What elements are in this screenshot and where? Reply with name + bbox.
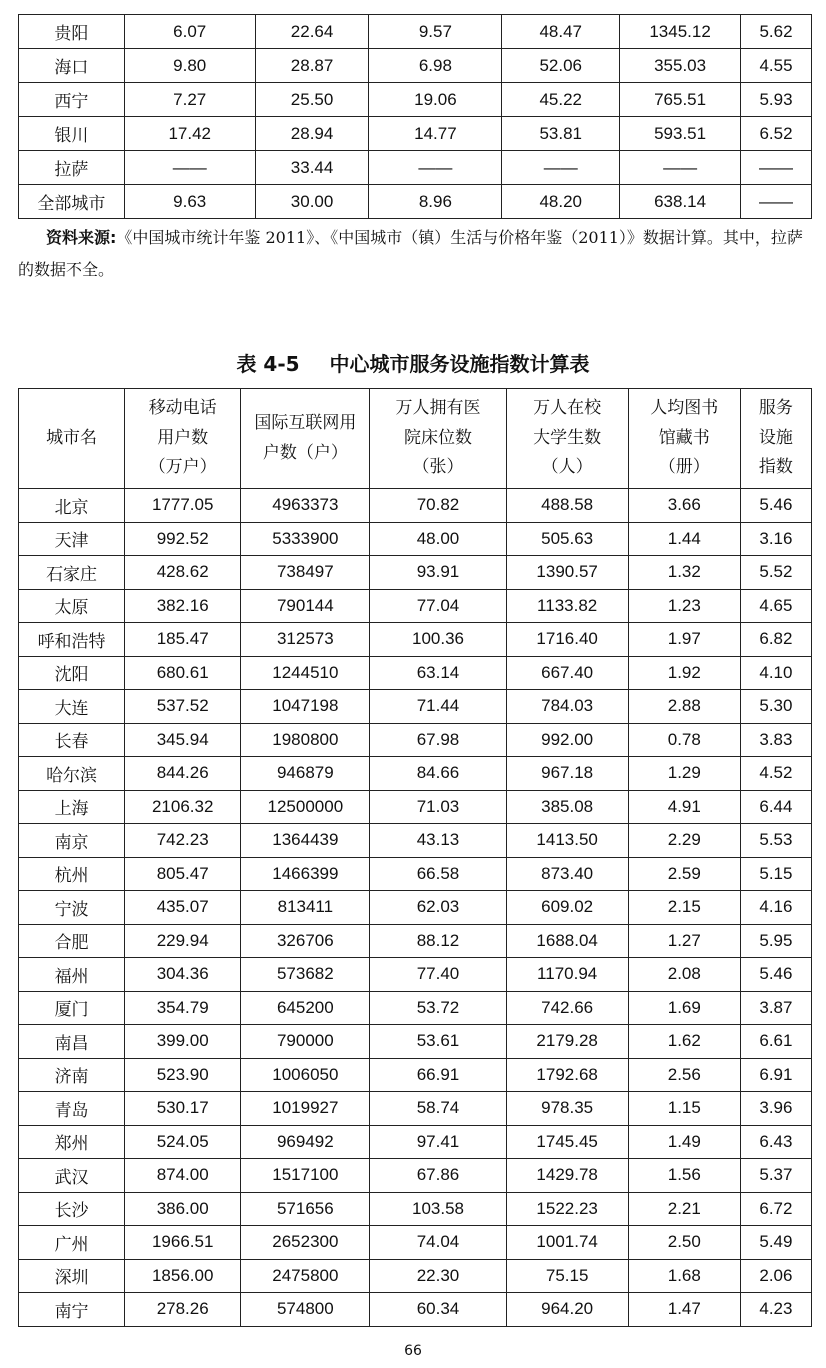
value-cell: 765.51 [620,83,741,117]
table-row [19,757,812,791]
city-name-cell: 合肥 [19,924,125,958]
value-cell: 5.93 [741,83,812,117]
value-cell: 873.40 [506,857,628,891]
value-cell: 813411 [241,891,370,925]
value-cell: 523.90 [125,1058,241,1092]
table-row [19,891,812,925]
value-cell: 574800 [241,1293,370,1327]
table-number: 表 4-5 [236,352,300,376]
city-name-cell: 郑州 [19,1125,125,1159]
value-cell: 103.58 [370,1192,506,1226]
city-name-cell: 沈阳 [19,656,125,690]
value-cell: 1.97 [628,623,740,657]
value-cell: 382.16 [125,589,241,623]
value-cell: 2.59 [628,857,740,891]
city-name-cell: 贵阳 [19,15,125,49]
table-row [19,623,812,657]
value-cell: 3.16 [740,522,811,556]
value-cell: 0.78 [628,723,740,757]
table-row [19,1259,812,1293]
value-cell: 1745.45 [506,1125,628,1159]
value-cell: —— [741,151,812,185]
value-cell: 2.29 [628,824,740,858]
city-name-cell: 银川 [19,117,125,151]
value-cell: 5.49 [740,1226,811,1260]
city-name-cell: 杭州 [19,857,125,891]
value-cell: 9.80 [124,49,255,83]
value-cell: 1001.74 [506,1226,628,1260]
value-cell: 5.30 [740,690,811,724]
value-cell: 6.91 [740,1058,811,1092]
table-row [19,1092,812,1126]
table-row [19,49,812,83]
value-cell: 52.06 [502,49,620,83]
table-row [19,1226,812,1260]
value-cell: 75.15 [506,1259,628,1293]
value-cell: 2652300 [241,1226,370,1260]
city-name-cell: 南昌 [19,1025,125,1059]
note-label: 资料来源: [46,228,117,247]
value-cell: 874.00 [125,1159,241,1193]
value-cell: 43.13 [370,824,506,858]
value-cell: 5.46 [740,489,811,523]
value-cell: 48.00 [370,522,506,556]
value-cell: 62.03 [370,891,506,925]
value-cell: 742.23 [125,824,241,858]
value-cell: —— [502,151,620,185]
value-cell: 67.86 [370,1159,506,1193]
value-cell: 6.44 [740,790,811,824]
value-cell: 354.79 [125,991,241,1025]
city-name-cell: 宁波 [19,891,125,925]
city-name-cell: 哈尔滨 [19,757,125,791]
value-cell: 2.06 [740,1259,811,1293]
value-cell: 992.00 [506,723,628,757]
value-cell: 66.58 [370,857,506,891]
value-cell: 17.42 [124,117,255,151]
city-name-cell: 天津 [19,522,125,556]
value-cell: 185.47 [125,623,241,657]
value-cell: 1.56 [628,1159,740,1193]
value-cell: 488.58 [506,489,628,523]
value-cell: 1.29 [628,757,740,791]
value-cell: 14.77 [369,117,502,151]
table-row [19,656,812,690]
value-cell: 28.94 [255,117,369,151]
value-cell: 71.03 [370,790,506,824]
value-cell: 2.88 [628,690,740,724]
city-name-cell: 青岛 [19,1092,125,1126]
table-title [0,348,826,377]
value-cell: 6.07 [124,15,255,49]
table-body [19,489,812,1327]
value-cell: 1244510 [241,656,370,690]
value-cell: 304.36 [125,958,241,992]
value-cell: 571656 [241,1192,370,1226]
table-row [19,924,812,958]
value-cell: 645200 [241,991,370,1025]
table-row [19,1293,812,1327]
value-cell: 1345.12 [620,15,741,49]
value-cell: 530.17 [125,1092,241,1126]
table-header-row [19,389,812,489]
city-name-cell: 深圳 [19,1259,125,1293]
column-header: 万人在校 大学生数 （人） [506,389,628,489]
value-cell: 1047198 [241,690,370,724]
value-cell: 1.69 [628,991,740,1025]
value-cell: 524.05 [125,1125,241,1159]
value-cell: 22.64 [255,15,369,49]
value-cell: 326706 [241,924,370,958]
city-name-cell: 大连 [19,690,125,724]
value-cell: 1.47 [628,1293,740,1327]
value-cell: 1.62 [628,1025,740,1059]
table-row [19,790,812,824]
value-cell: 4.91 [628,790,740,824]
value-cell: 6.98 [369,49,502,83]
value-cell: 1792.68 [506,1058,628,1092]
value-cell: 609.02 [506,891,628,925]
city-name-cell: 福州 [19,958,125,992]
value-cell: 6.82 [740,623,811,657]
value-cell: 1006050 [241,1058,370,1092]
value-cell: 6.61 [740,1025,811,1059]
value-cell: 77.40 [370,958,506,992]
value-cell: 9.63 [124,185,255,219]
table-row [19,824,812,858]
city-name-cell: 西宁 [19,83,125,117]
value-cell: 1517100 [241,1159,370,1193]
value-cell: 12500000 [241,790,370,824]
value-cell: 30.00 [255,185,369,219]
value-cell: 4.55 [741,49,812,83]
value-cell: 1364439 [241,824,370,858]
value-cell: 1522.23 [506,1192,628,1226]
city-name-cell: 呼和浩特 [19,623,125,657]
value-cell: 84.66 [370,757,506,791]
value-cell: 48.20 [502,185,620,219]
value-cell: 3.83 [740,723,811,757]
value-cell: 573682 [241,958,370,992]
value-cell: 2.50 [628,1226,740,1260]
value-cell: 967.18 [506,757,628,791]
table-title-text: 中心城市服务设施指数计算表 [329,352,590,376]
value-cell: 229.94 [125,924,241,958]
value-cell: 680.61 [125,656,241,690]
value-cell: 53.61 [370,1025,506,1059]
value-cell: 1.23 [628,589,740,623]
value-cell: 28.87 [255,49,369,83]
value-cell: 1716.40 [506,623,628,657]
value-cell: 355.03 [620,49,741,83]
value-cell: 1.68 [628,1259,740,1293]
value-cell: 742.66 [506,991,628,1025]
value-cell: 5.95 [740,924,811,958]
value-cell: 1856.00 [125,1259,241,1293]
value-cell: 1.49 [628,1125,740,1159]
value-cell: 2.56 [628,1058,740,1092]
value-cell: 22.30 [370,1259,506,1293]
table-row [19,1125,812,1159]
value-cell: 45.22 [502,83,620,117]
city-name-cell: 石家庄 [19,556,125,590]
value-cell: 4.16 [740,891,811,925]
value-cell: 5.62 [741,15,812,49]
value-cell: 4.65 [740,589,811,623]
value-cell: 1019927 [241,1092,370,1126]
table-row [19,151,812,185]
value-cell: 428.62 [125,556,241,590]
value-cell: —— [620,151,741,185]
value-cell: 1777.05 [125,489,241,523]
value-cell: 2475800 [241,1259,370,1293]
value-cell: 2106.32 [125,790,241,824]
value-cell: 71.44 [370,690,506,724]
city-name-cell: 武汉 [19,1159,125,1193]
value-cell: 946879 [241,757,370,791]
value-cell: 7.27 [124,83,255,117]
value-cell: 1.32 [628,556,740,590]
value-cell: 6.52 [741,117,812,151]
value-cell: 53.72 [370,991,506,1025]
value-cell: —— [369,151,502,185]
value-cell: 74.04 [370,1226,506,1260]
city-name-cell: 厦门 [19,991,125,1025]
table-row [19,117,812,151]
value-cell: 6.43 [740,1125,811,1159]
city-name-cell: 海口 [19,49,125,83]
value-cell: 88.12 [370,924,506,958]
city-name-cell: 南京 [19,824,125,858]
value-cell: 1.15 [628,1092,740,1126]
value-cell: 978.35 [506,1092,628,1126]
table-row [19,1025,812,1059]
table-row [19,857,812,891]
city-name-cell: 太原 [19,589,125,623]
value-cell: 9.57 [369,15,502,49]
value-cell: 505.63 [506,522,628,556]
value-cell: 67.98 [370,723,506,757]
value-cell: 1413.50 [506,824,628,858]
value-cell: 63.14 [370,656,506,690]
table-row [19,958,812,992]
value-cell: 66.91 [370,1058,506,1092]
value-cell: 1.44 [628,522,740,556]
value-cell: 345.94 [125,723,241,757]
city-name-cell: 南宁 [19,1293,125,1327]
value-cell: 5333900 [241,522,370,556]
value-cell: 2179.28 [506,1025,628,1059]
value-cell: 25.50 [255,83,369,117]
value-cell: 5.46 [740,958,811,992]
table-row [19,991,812,1025]
value-cell: 4.23 [740,1293,811,1327]
table-row [19,489,812,523]
value-cell: 537.52 [125,690,241,724]
table-body [19,15,812,219]
column-header: 人均图书 馆藏书 （册） [628,389,740,489]
value-cell: 77.04 [370,589,506,623]
table-row [19,556,812,590]
value-cell: 964.20 [506,1293,628,1327]
value-cell: 93.91 [370,556,506,590]
value-cell: 3.87 [740,991,811,1025]
table-row [19,690,812,724]
service-facility-index-table [18,388,812,1327]
value-cell: 386.00 [125,1192,241,1226]
value-cell: 2.21 [628,1192,740,1226]
column-header: 服务 设施 指数 [740,389,811,489]
page-number: 66 [404,1343,422,1359]
value-cell: 805.47 [125,857,241,891]
value-cell: 53.81 [502,117,620,151]
table-row [19,15,812,49]
city-name-cell: 长沙 [19,1192,125,1226]
value-cell: 1466399 [241,857,370,891]
value-cell: 4.10 [740,656,811,690]
value-cell: 5.15 [740,857,811,891]
value-cell: 790144 [241,589,370,623]
value-cell: 3.96 [740,1092,811,1126]
value-cell: 19.06 [369,83,502,117]
value-cell: 48.47 [502,15,620,49]
value-cell: 435.07 [125,891,241,925]
value-cell: 5.52 [740,556,811,590]
value-cell: 385.08 [506,790,628,824]
value-cell: —— [124,151,255,185]
value-cell: 1688.04 [506,924,628,958]
table-row [19,1192,812,1226]
city-name-cell: 长春 [19,723,125,757]
value-cell: 1429.78 [506,1159,628,1193]
value-cell: 5.37 [740,1159,811,1193]
value-cell: 593.51 [620,117,741,151]
table-row [19,723,812,757]
value-cell: 97.41 [370,1125,506,1159]
value-cell: 2.08 [628,958,740,992]
value-cell: 1390.57 [506,556,628,590]
value-cell: 1170.94 [506,958,628,992]
value-cell: 58.74 [370,1092,506,1126]
value-cell: 1980800 [241,723,370,757]
table-row [19,589,812,623]
city-name-cell: 北京 [19,489,125,523]
value-cell: 70.82 [370,489,506,523]
table-row [19,1159,812,1193]
value-cell: 1133.82 [506,589,628,623]
value-cell: 6.72 [740,1192,811,1226]
city-name-cell: 济南 [19,1058,125,1092]
value-cell: 4.52 [740,757,811,791]
table-row [19,185,812,219]
value-cell: 790000 [241,1025,370,1059]
column-header: 国际互联网用 户数（户） [241,389,370,489]
city-index-table-continued [18,14,812,219]
table-row [19,1058,812,1092]
value-cell: 667.40 [506,656,628,690]
value-cell: 33.44 [255,151,369,185]
column-header: 万人拥有医 院床位数 （张） [370,389,506,489]
note-text: 《中国城市统计年鉴 2011》、《中国城市（镇）生活与价格年鉴（2011）》数据计算。其中，拉萨的数据不全。 [18,228,803,279]
value-cell: 638.14 [620,185,741,219]
value-cell: 3.66 [628,489,740,523]
value-cell: 1966.51 [125,1226,241,1260]
value-cell: 784.03 [506,690,628,724]
table-row [19,522,812,556]
value-cell: 8.96 [369,185,502,219]
column-header: 城市名 [19,389,125,489]
value-cell: 399.00 [125,1025,241,1059]
city-name-cell: 上海 [19,790,125,824]
city-name-cell: 全部城市 [19,185,125,219]
value-cell: 844.26 [125,757,241,791]
column-header: 移动电话 用户数 （万户） [125,389,241,489]
value-cell: 4963373 [241,489,370,523]
value-cell: 5.53 [740,824,811,858]
value-cell: 2.15 [628,891,740,925]
value-cell: 312573 [241,623,370,657]
table-row [19,83,812,117]
value-cell: 1.92 [628,656,740,690]
value-cell: 969492 [241,1125,370,1159]
value-cell: 100.36 [370,623,506,657]
value-cell: 278.26 [125,1293,241,1327]
value-cell: 738497 [241,556,370,590]
data-source-note [18,222,818,286]
value-cell: 60.34 [370,1293,506,1327]
city-name-cell: 拉萨 [19,151,125,185]
value-cell: 1.27 [628,924,740,958]
value-cell: 992.52 [125,522,241,556]
value-cell: —— [741,185,812,219]
city-name-cell: 广州 [19,1226,125,1260]
